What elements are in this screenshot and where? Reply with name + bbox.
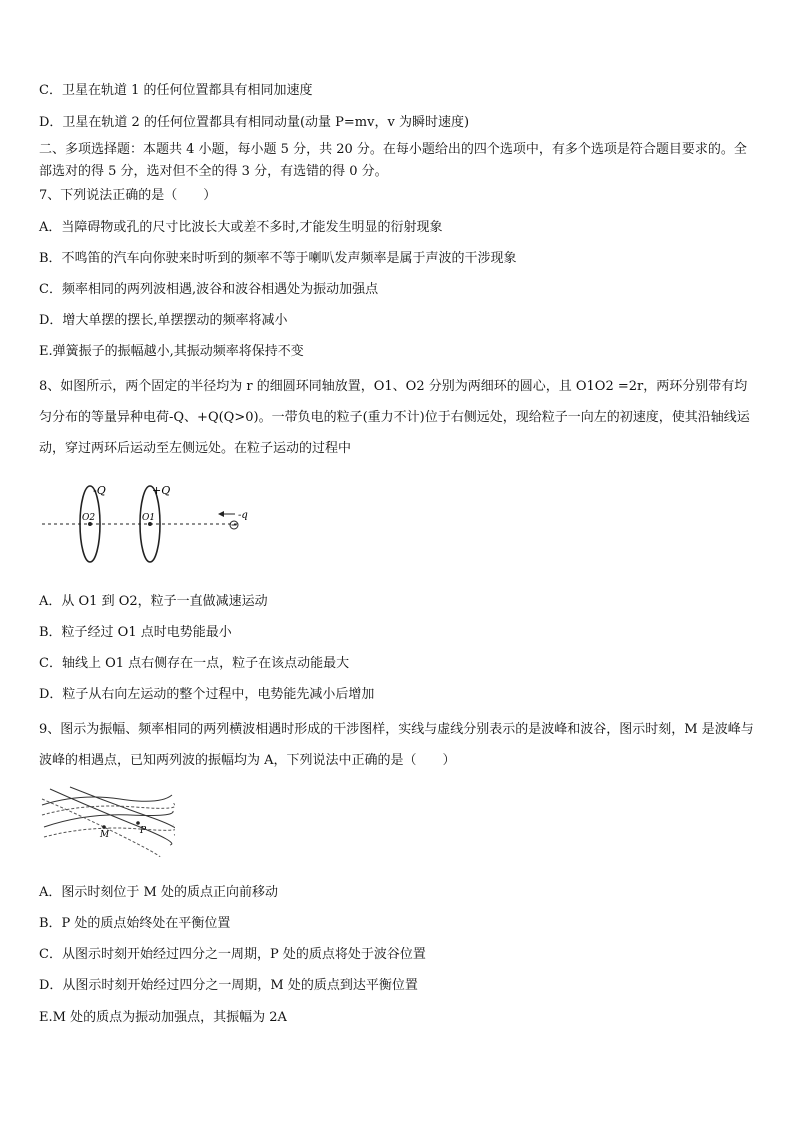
question-8: 8、如图所示，两个固定的半径均为 r 的细圆环同轴放置，O1、O2 分别为两细环的圆心，且 O1O2 =2r，两环分别带有均匀分布的等量异种电荷-Q、+Q(Q>0)。一带负电的粒子(重力不计)位于右侧远处，现给粒子一向左的初速度，使其沿轴线运动，穿过两环后运动至左侧远处。在粒子运动的过程中 xyxy=(39,379,750,456)
question-9: 9、图示为振幅、频率相同的两列横波相遇时形成的干涉图样，实线与虚线分别表示的是波峰和波谷，图示时刻，M 是波峰与波峰的相遇点，已知两列波的振幅均为 A，下列说法中正确的是（ ） xyxy=(39,722,754,768)
option-a-q8: A．从 O1 到 O2，粒子一直做减速运动 xyxy=(39,594,268,609)
label-plus-q: +Q xyxy=(152,484,171,497)
label-p: P xyxy=(140,826,147,836)
option-a-q7: A．当障碍物或孔的尺寸比波长大或差不多时,才能发生明显的衍射现象 xyxy=(39,220,443,235)
option-d-q6: D．卫星在轨道 2 的任何位置都具有相同动量(动量 P=mv，v 为瞬时速度) xyxy=(39,115,470,130)
option-b-q9: B．P 处的质点始终处在平衡位置 xyxy=(39,916,231,931)
option-c-q6: C．卫星在轨道 1 的任何位置都具有相同加速度 xyxy=(39,83,313,98)
option-b-q7: B．不鸣笛的汽车向你驶来时听到的频率不等于喇叭发声频率是属于声波的干涉现象 xyxy=(39,251,517,266)
option-c-q7: C．频率相同的两列波相遇,波谷和波谷相遇处为振动加强点 xyxy=(39,282,379,297)
section-header-multiple-choice: 二、多项选择题：本题共 4 小题，每小题 5 分，共 20 分。在每小题给出的四个选项中，有多个选项是符合题目要求的。全部选对的得 5 分，选对但不全的得 3 分，有选错的得 0 分。 xyxy=(39,142,747,179)
option-e-q7: E.弹簧振子的振幅越小,其振动频率将保持不变 xyxy=(39,344,304,359)
point-m-dot xyxy=(102,825,106,829)
wave-crest-4 xyxy=(70,787,175,835)
label-o1: O1 xyxy=(142,513,156,523)
wave-trough-1 xyxy=(42,803,175,815)
wave-trough-2 xyxy=(44,825,175,837)
option-d-q8: D．粒子从右向左运动的整个过程中，电势能先减小后增加 xyxy=(39,687,375,702)
option-d-q9: D．从图示时刻开始经过四分之一周期，M 处的质点到达平衡位置 xyxy=(39,978,418,993)
option-b-q8: B．粒子经过 O1 点时电势能最小 xyxy=(39,625,232,640)
option-c-q8: C．轴线上 O1 点右侧存在一点，粒子在该点动能最大 xyxy=(39,656,350,671)
wave-crest-1 xyxy=(42,795,172,805)
label-q-particle: -q xyxy=(238,510,248,521)
option-c-q9: C．从图示时刻开始经过四分之一周期，P 处的质点将处于波谷位置 xyxy=(39,947,426,962)
point-p-dot xyxy=(136,821,140,825)
question-7: 7、下列说法正确的是（ ） xyxy=(39,188,217,203)
label-minus-q: -Q xyxy=(93,484,106,497)
arrow-head xyxy=(218,511,224,517)
figure-interference-pattern xyxy=(40,785,175,860)
option-d-q7: D．增大单摆的摆长,单摆摆动的频率将减小 xyxy=(39,313,288,328)
wave-crest-2 xyxy=(44,811,173,827)
label-m: M xyxy=(100,830,110,840)
label-o2: O2 xyxy=(82,513,96,523)
figure-two-rings xyxy=(40,478,270,568)
option-a-q9: A．图示时刻位于 M 处的质点正向前移动 xyxy=(39,885,278,900)
option-e-q9: E.M 处的质点为振动加强点，其振幅为 2A xyxy=(39,1010,287,1025)
